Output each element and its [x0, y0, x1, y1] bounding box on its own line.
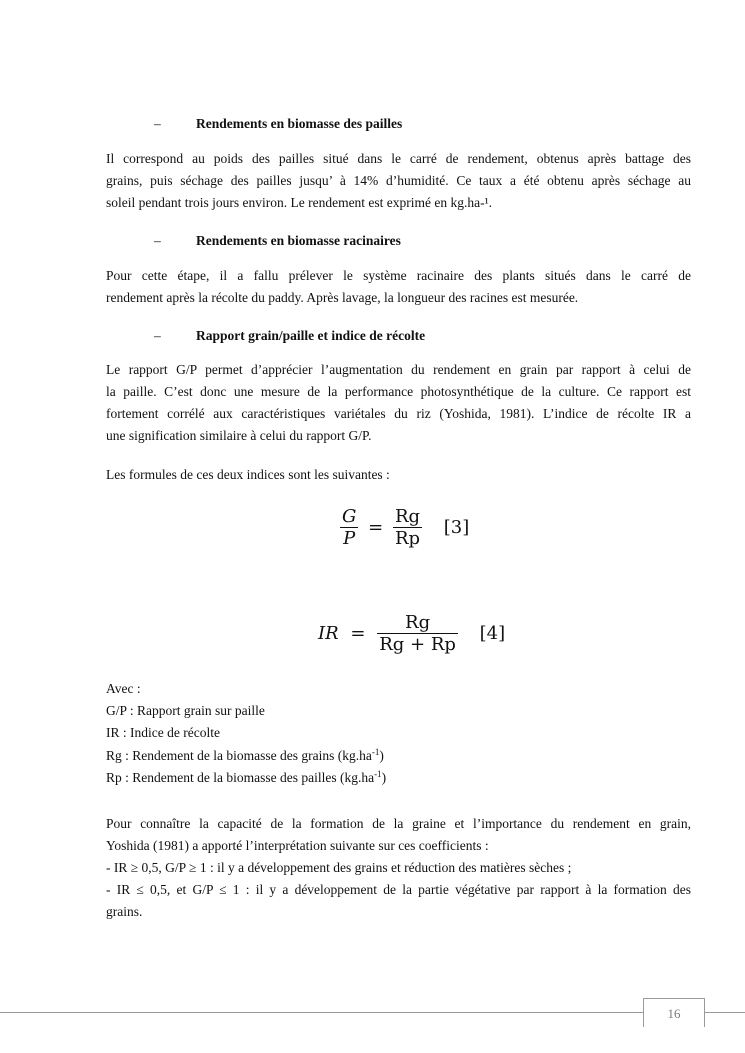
footer-rule-right	[703, 1012, 745, 1013]
paragraph-rapport	[106, 359, 691, 447]
formula-4: IR = $\frac{Rg}{Rg + Rp}$ [4]	[318, 612, 506, 655]
text-line: Il correspond au poids des pailles situé dans le carré de rendement, obtenus après battage des	[106, 151, 691, 166]
definition-ir: IR : Indice de récolte	[106, 725, 220, 740]
formula-3: $\frac{G}{P}$ = $\frac{Rg}{Rp}$ [3]	[342, 506, 470, 549]
text-line: rendement après la récolte du paddy. Après lavage, la longueur des racines est mesurée.	[106, 290, 579, 305]
text-line: la paille. C’est donc une mesure de la performance photosynthétique de la culture. Ce rapport est	[106, 384, 691, 399]
paragraph-biomasse-racinaires	[106, 265, 691, 309]
paragraph-interpretation	[106, 813, 691, 923]
formula-3-lhs-fraction: $\frac{G}{P}$	[342, 506, 357, 549]
formula-4-tag: [4]	[479, 623, 506, 644]
text-line: Pour connaître la capacité de la formation de la graine et l’importance du rendement en grain,	[106, 816, 691, 831]
text-line: grains.	[106, 904, 143, 919]
formula-3-rhs-fraction: $\frac{Rg}{Rp}$	[394, 506, 421, 549]
section-heading-biomasse-racinaires: – Rendements en biomasse racinaires	[154, 233, 401, 248]
definition-rp: Rp : Rendement de la biomasse des pailles $(kg.ha^{-1})$	[106, 769, 387, 785]
paragraph-biomasse-pailles	[106, 148, 691, 214]
definition-gp: G/P : Rapport grain sur paille	[106, 703, 265, 718]
text-line: grains, puis séchage des pailles jusqu’ à 14% d’humidité. Ce taux a été obtenu après séchage au	[106, 173, 691, 188]
section-heading-rapport: – Rapport grain/paille et indice de récolte	[154, 328, 426, 343]
text-line: Le rapport G/P permet d’apprécier l’augmentation du rendement en grain par rapport à celui de	[106, 362, 691, 377]
formula-4-fraction: $\frac{Rg}{Rg + Rp}$	[379, 612, 456, 655]
text-line: une signification similaire à celui du rapport G/P.	[106, 428, 372, 443]
text-line: - IR ≥ 0,5, G/P ≥ 1 : il y a développement des grains et réduction des matières sèches ;	[106, 860, 572, 875]
text-line: soleil pendant trois jours environ. Le rendement est exprimé en kg.ha-¹.	[106, 195, 493, 210]
text-line: Yoshida (1981) a apporté l’interprétation suivante sur ces coefficients :	[106, 838, 489, 853]
section-heading-biomasse-pailles: – Rendements en biomasse des pailles	[154, 116, 403, 131]
formula-3-tag: [3]	[443, 517, 470, 538]
formulas-intro: Les formules de ces deux indices sont les suivantes :	[106, 467, 390, 482]
text-line: Pour cette étape, il a fallu prélever le système racinaire des plants situés dans le carré de	[106, 268, 691, 283]
text-line: fortement corrélé aux caractéristiques variétales du riz (Yoshida, 1981). L’indice de récolte IR a	[106, 406, 691, 421]
text-line: - IR ≤ 0,5, et G/P ≤ 1 : il y a développement de la partie végétative par rapport à la formation des	[106, 882, 691, 897]
footer-rule-left	[0, 1012, 643, 1013]
definitions-intro: Avec :	[106, 681, 141, 696]
page-number: 16	[643, 998, 705, 1027]
definition-rg: Rg : Rendement de la biomasse des grains $(kg.ha^{-1})$	[106, 747, 384, 763]
